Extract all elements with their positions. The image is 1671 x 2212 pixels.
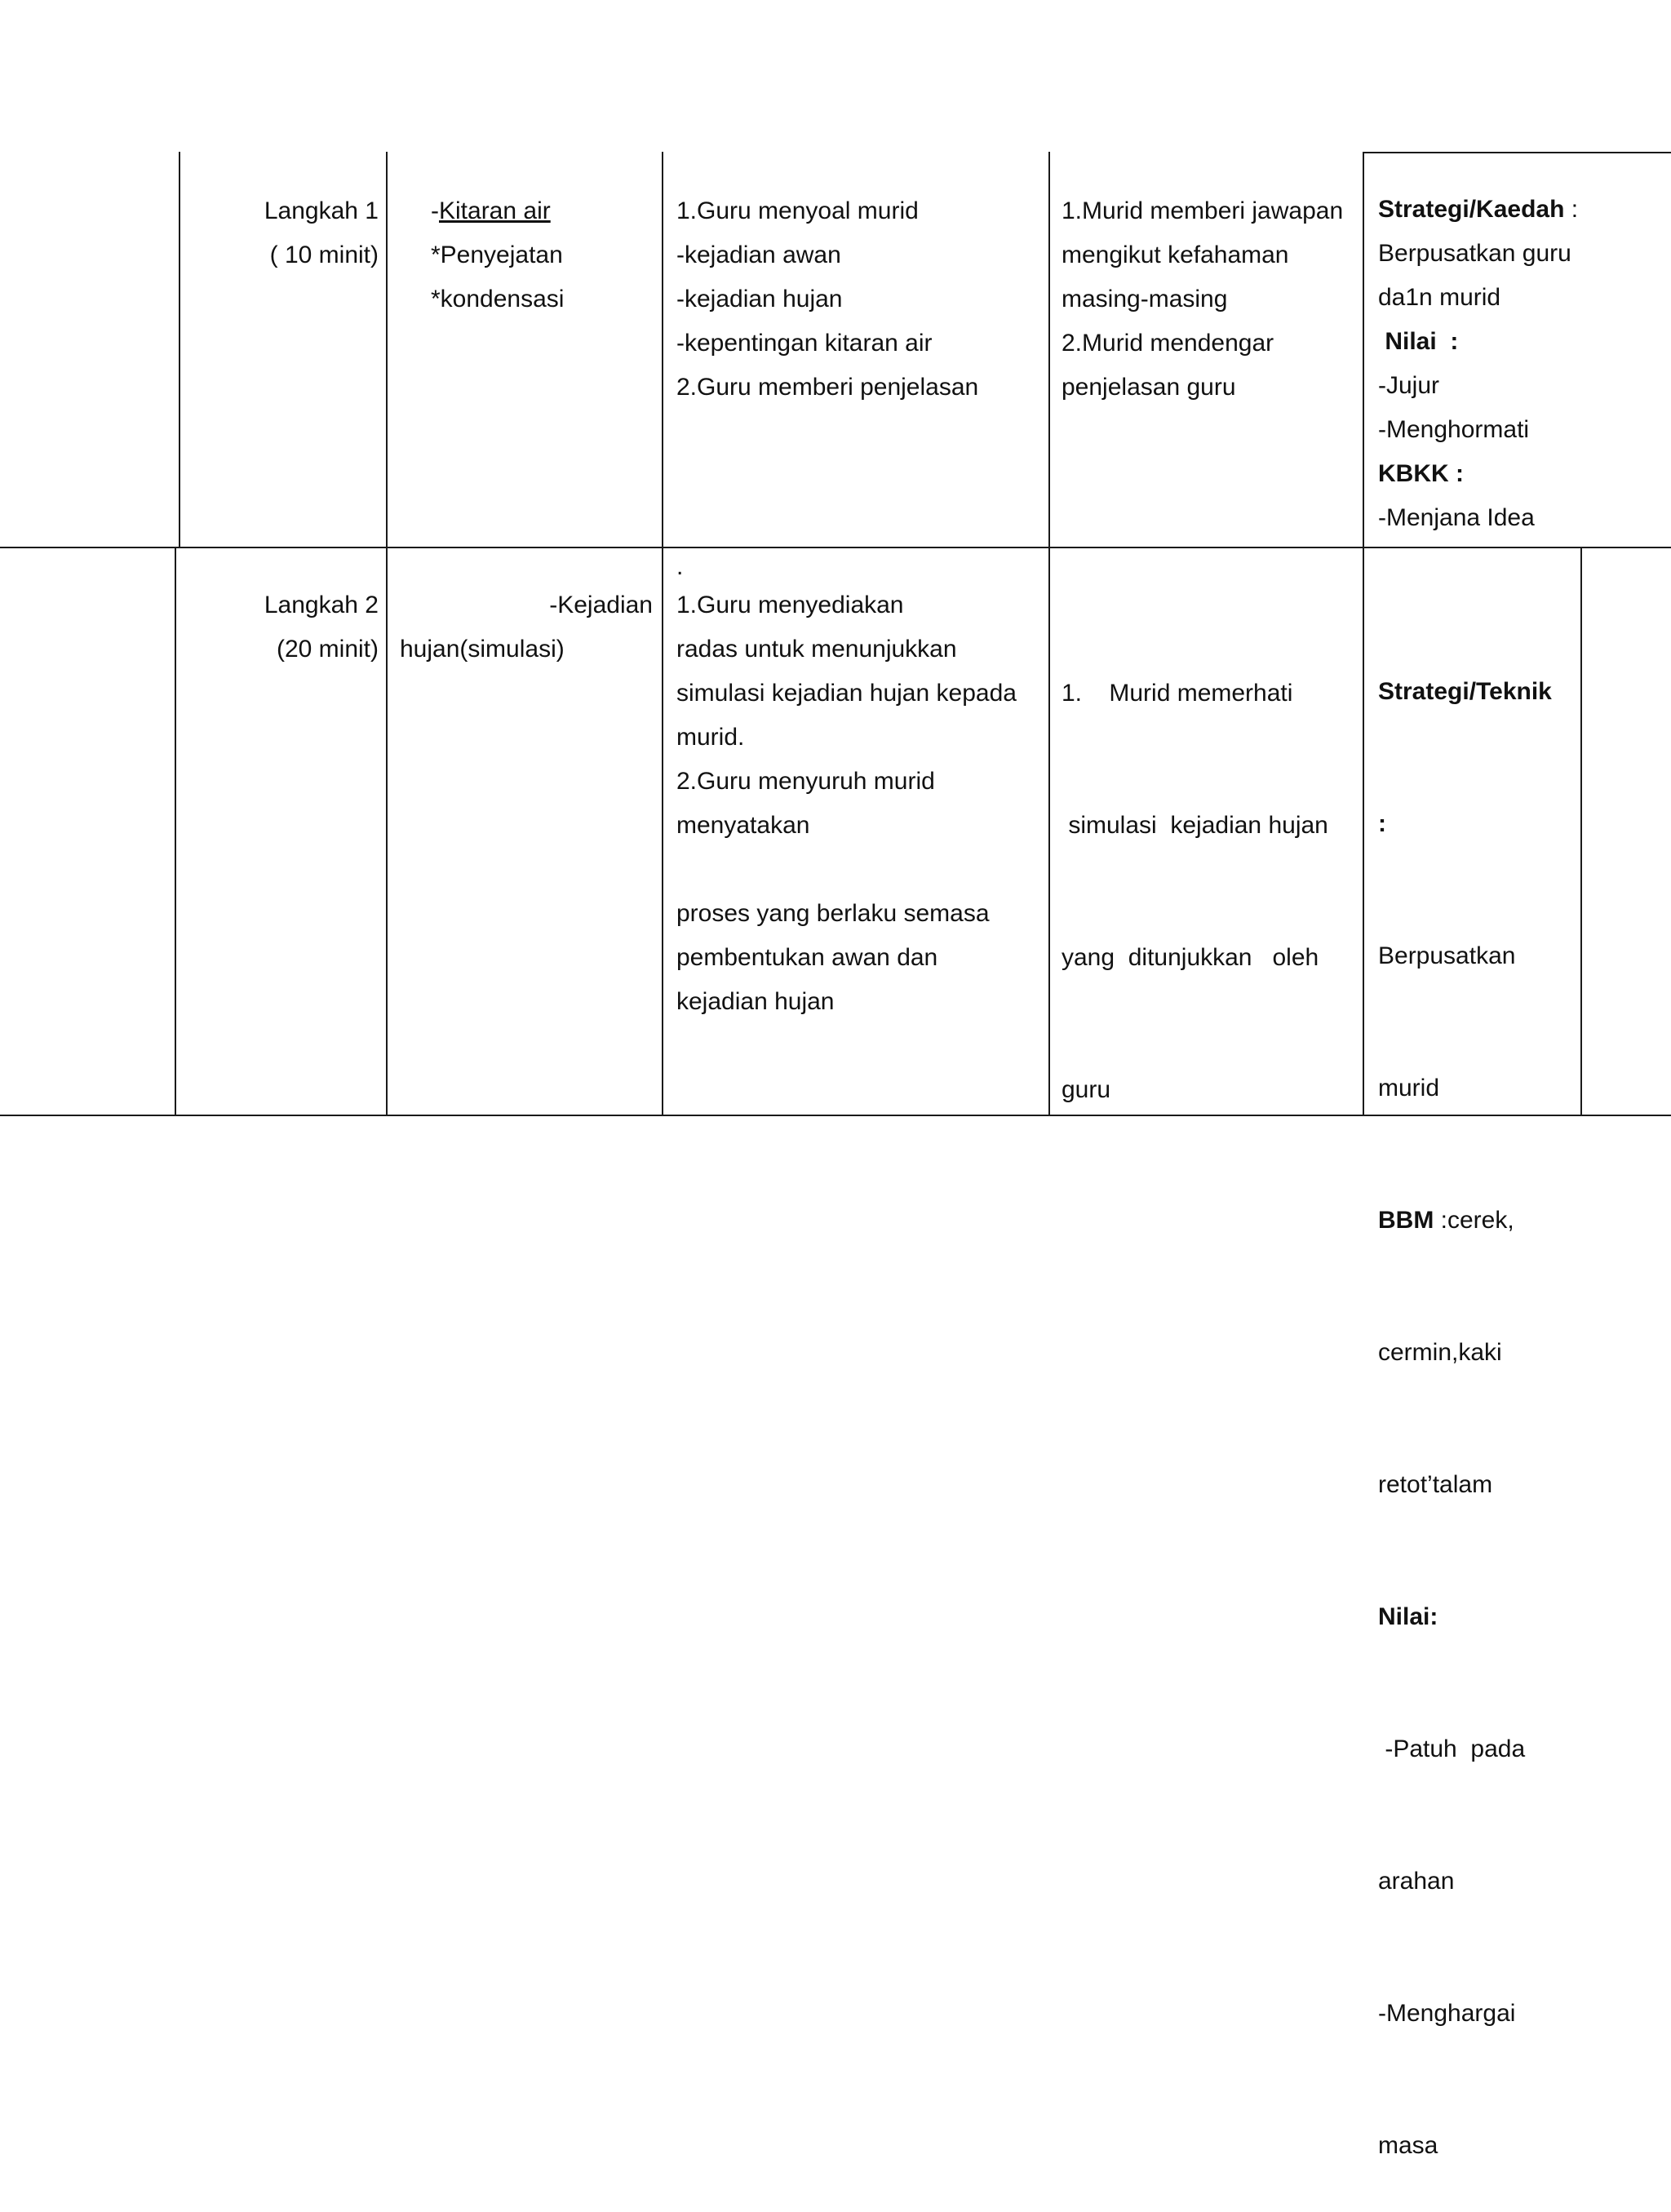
table-top-border-notes <box>1363 152 1671 153</box>
student-activity-line: penjelasan guru <box>1062 374 1236 401</box>
col-border-step-row1 <box>179 152 180 547</box>
student-activity-line: masing-masing <box>1062 286 1228 313</box>
teacher-activity-line: murid. <box>676 724 745 751</box>
values-label: Nilai : <box>1378 328 1459 355</box>
strategy-label: Strategi/Teknik <box>1378 678 1552 705</box>
bbm-text: :cerek, <box>1434 1207 1514 1234</box>
bbm-line: cermin,kaki <box>1378 1339 1502 1366</box>
strategy-label: Strategi/Kaedah <box>1378 196 1565 223</box>
strategy-separator: : <box>1564 196 1579 223</box>
teacher-activity-line: kejadian hujan <box>676 988 835 1015</box>
kbkk-label: KBKK : <box>1378 460 1464 487</box>
row1-notes <box>1378 188 1578 540</box>
values-label: Nilai: <box>1378 1603 1438 1630</box>
student-activity-line: 1. Murid memerhati <box>1062 680 1293 707</box>
bbm-line: retot’talam <box>1378 1471 1493 1498</box>
student-activity-line: mengikut kefahaman <box>1062 242 1289 268</box>
teacher-activity-line: proses yang berlaku semasa <box>676 900 990 927</box>
row1-step-cell <box>181 189 379 277</box>
values-line: -Menghormati <box>1378 416 1530 443</box>
student-activity-line: guru <box>1062 1076 1111 1103</box>
strategy-line: da1n murid <box>1378 284 1501 311</box>
values-line: masa <box>1378 2132 1438 2159</box>
row2-teacher-activity <box>676 583 1017 1024</box>
row2-content-line: -Kejadian <box>549 592 653 618</box>
strategy-line: Berpusatkan <box>1378 942 1516 969</box>
col-border-content <box>386 152 388 1115</box>
col-border-teacher <box>662 152 663 1115</box>
student-activity-line: 2.Murid mendengar <box>1062 330 1274 357</box>
row2-content-line: hujan(simulasi) <box>400 636 565 663</box>
row1-teacher-activity <box>676 189 978 410</box>
col-border-student <box>1048 152 1050 1115</box>
row1-step-label: Langkah 1 <box>264 197 379 224</box>
values-line: -Patuh pada <box>1378 1735 1526 1762</box>
teacher-activity-line: 2.Guru memberi penjelasan <box>676 374 979 401</box>
bbm-heading <box>1378 1199 1552 1243</box>
teacher-activity-line: -kepentingan kitaran air <box>676 330 933 357</box>
row1-content-cell <box>431 189 564 321</box>
teacher-activity-line: 1.Guru menyoal murid <box>676 197 919 224</box>
row-divider <box>0 547 1671 548</box>
teacher-activity-line: 1.Guru menyediakan <box>676 592 904 618</box>
strategy-heading <box>1378 188 1578 232</box>
teacher-activity-line: pembentukan awan dan <box>676 944 938 971</box>
values-line: -Menghargai <box>1378 2000 1516 2027</box>
row1-step-duration: ( 10 minit) <box>269 242 379 268</box>
strategy-line: murid <box>1378 1075 1440 1102</box>
row2-teacher-dot: . <box>676 553 684 580</box>
teacher-activity-line: simulasi kejadian hujan kepada <box>676 680 1017 707</box>
row1-content-title-line <box>431 189 564 233</box>
teacher-activity-line: 2.Guru menyuruh murid <box>676 768 935 795</box>
col-border-extra <box>1580 547 1582 1115</box>
student-activity-line: yang ditunjukkan oleh <box>1062 944 1319 971</box>
teacher-activity-blank-line <box>676 848 1017 892</box>
kbkk-line: -Menjana Idea <box>1378 504 1535 531</box>
row1-student-activity <box>1062 189 1343 410</box>
strategy-line: Berpusatkan guru <box>1378 240 1571 267</box>
teacher-activity-line: -kejadian awan <box>676 242 841 268</box>
col-border-step-row2 <box>175 547 176 1115</box>
row2-step-label: Langkah 2 <box>264 592 379 618</box>
student-activity-line: simulasi kejadian hujan <box>1062 812 1328 839</box>
teacher-activity-line: -kejadian hujan <box>676 286 843 313</box>
strategy-separator: : <box>1378 810 1386 837</box>
teacher-activity-line: menyatakan <box>676 812 810 839</box>
row2-content-cell <box>400 583 653 672</box>
col-border-notes <box>1363 152 1364 1115</box>
row2-step-duration: (20 minit) <box>276 636 379 663</box>
values-line: -Jujur <box>1378 372 1440 399</box>
student-activity-line: 1.Murid memberi jawapan <box>1062 197 1344 224</box>
bbm-label: BBM <box>1378 1207 1434 1234</box>
row1-content-title: Kitaran air <box>439 197 551 224</box>
row1-content-item: *kondensasi <box>431 286 565 313</box>
row1-content-prefix: - <box>431 197 439 224</box>
row2-student-activity <box>1062 583 1328 1156</box>
values-line: arahan <box>1378 1868 1455 1895</box>
teacher-activity-line: radas untuk menunjukkan <box>676 636 957 663</box>
row2-notes <box>1378 582 1552 2212</box>
row1-content-item: *Penyejatan <box>431 242 563 268</box>
row2-step-cell <box>181 583 379 672</box>
